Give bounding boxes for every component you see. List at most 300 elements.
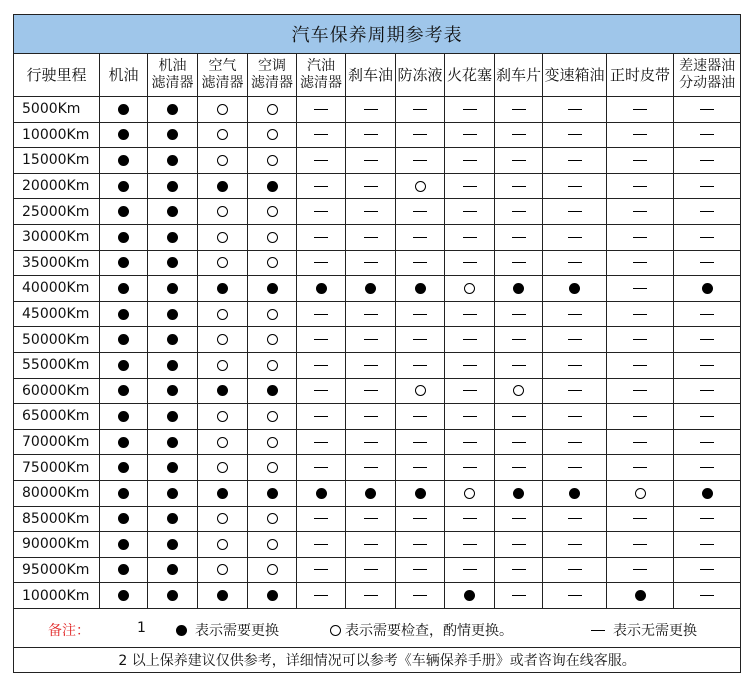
status-cell bbox=[607, 224, 674, 250]
status-cell bbox=[297, 301, 346, 327]
dash-icon bbox=[633, 237, 647, 238]
status-cell bbox=[148, 557, 198, 583]
maintenance-sheet bbox=[13, 14, 740, 673]
status-cell bbox=[396, 557, 445, 583]
full-circle-icon bbox=[217, 385, 228, 396]
status-cell bbox=[445, 148, 495, 174]
hollow-circle-icon bbox=[267, 462, 278, 473]
status-cell bbox=[396, 97, 445, 123]
full-circle-icon bbox=[167, 385, 178, 396]
dash-icon bbox=[364, 595, 378, 596]
dash-icon bbox=[314, 160, 328, 161]
full-circle-icon bbox=[267, 283, 278, 294]
dash-icon bbox=[512, 518, 526, 519]
status-cell bbox=[148, 122, 198, 148]
status-cell bbox=[674, 404, 741, 430]
status-cell bbox=[100, 352, 148, 378]
full-circle-icon bbox=[217, 488, 228, 499]
dash-icon bbox=[413, 314, 427, 315]
status-cell bbox=[543, 148, 607, 174]
header-line: 滤清器 bbox=[151, 75, 194, 91]
header-row bbox=[14, 54, 741, 97]
dash-icon bbox=[700, 262, 714, 263]
dash-icon bbox=[314, 569, 328, 570]
dash-icon bbox=[413, 544, 427, 545]
dash-icon bbox=[364, 569, 378, 570]
dash-icon bbox=[700, 186, 714, 187]
status-cell bbox=[445, 429, 495, 455]
status-cell bbox=[198, 378, 248, 404]
status-cell bbox=[100, 327, 148, 353]
status-cell bbox=[148, 429, 198, 455]
table-row bbox=[14, 250, 741, 276]
status-cell bbox=[148, 404, 198, 430]
status-cell bbox=[100, 404, 148, 430]
status-cell bbox=[543, 199, 607, 225]
status-cell bbox=[346, 480, 396, 506]
dash-icon bbox=[568, 160, 582, 161]
dash-icon bbox=[463, 544, 477, 545]
status-cell bbox=[297, 352, 346, 378]
status-cell bbox=[674, 173, 741, 199]
full-circle-icon bbox=[569, 488, 580, 499]
dash-icon bbox=[413, 569, 427, 570]
legend-check-text: 表示需要检查，酌情更换。 bbox=[345, 622, 513, 639]
status-cell bbox=[346, 506, 396, 532]
full-circle-icon bbox=[316, 488, 327, 499]
table-row bbox=[14, 404, 741, 430]
status-cell bbox=[543, 429, 607, 455]
status-cell bbox=[674, 199, 741, 225]
status-cell bbox=[346, 352, 396, 378]
status-cell bbox=[396, 173, 445, 199]
status-cell bbox=[100, 122, 148, 148]
full-circle-icon bbox=[702, 283, 713, 294]
status-cell bbox=[396, 429, 445, 455]
status-cell bbox=[148, 378, 198, 404]
status-cell bbox=[607, 97, 674, 123]
dash-icon bbox=[633, 160, 647, 161]
status-cell bbox=[674, 327, 741, 353]
header-line: 机油 bbox=[158, 58, 187, 74]
dash-icon bbox=[633, 211, 647, 212]
full-circle-icon bbox=[167, 437, 178, 448]
full-circle-icon bbox=[118, 309, 129, 320]
header-line: 滤清器 bbox=[300, 75, 342, 91]
full-circle-icon bbox=[118, 104, 129, 115]
status-cell bbox=[100, 97, 148, 123]
dash-icon bbox=[512, 314, 526, 315]
dash-icon bbox=[413, 467, 427, 468]
mileage-cell: 65000Km bbox=[14, 404, 100, 430]
dash-icon bbox=[463, 186, 477, 187]
status-cell bbox=[248, 224, 297, 250]
full-circle-icon bbox=[167, 539, 178, 550]
status-cell bbox=[198, 301, 248, 327]
status-cell bbox=[248, 352, 297, 378]
status-cell bbox=[396, 455, 445, 481]
dash-icon bbox=[463, 339, 477, 340]
full-circle-icon bbox=[415, 283, 426, 294]
table-row bbox=[14, 148, 741, 174]
full-circle-icon bbox=[167, 232, 178, 243]
status-cell bbox=[346, 276, 396, 302]
status-cell bbox=[346, 224, 396, 250]
status-cell bbox=[445, 250, 495, 276]
hollow-circle-icon bbox=[217, 206, 228, 217]
hollow-circle-icon bbox=[415, 181, 426, 192]
dash-icon bbox=[314, 314, 328, 315]
dash-icon bbox=[463, 314, 477, 315]
status-cell bbox=[297, 250, 346, 276]
hollow-circle-icon bbox=[267, 437, 278, 448]
mileage-cell: 5000Km bbox=[14, 97, 100, 123]
full-circle-icon bbox=[118, 437, 129, 448]
status-cell bbox=[198, 583, 248, 609]
header-line: 滤清器 bbox=[201, 75, 244, 91]
notes-line bbox=[14, 609, 740, 647]
status-cell bbox=[297, 327, 346, 353]
dash-icon bbox=[700, 237, 714, 238]
table-row bbox=[14, 327, 741, 353]
status-cell bbox=[543, 506, 607, 532]
header-line: 汽油 bbox=[307, 58, 335, 74]
status-cell bbox=[445, 583, 495, 609]
full-circle-icon bbox=[118, 411, 129, 422]
legend-full bbox=[176, 620, 279, 640]
full-circle-icon bbox=[167, 309, 178, 320]
header-line: 火花塞 bbox=[446, 65, 492, 84]
dash-icon bbox=[364, 365, 378, 366]
footnote-text: 2 以上保养建议仅供参考，详细情况可以参考《车辆保养手册》或者咨询在线客服。 bbox=[14, 647, 741, 672]
full-circle-icon bbox=[118, 257, 129, 268]
dash-icon bbox=[633, 288, 647, 289]
status-cell bbox=[346, 148, 396, 174]
dash-icon bbox=[700, 442, 714, 443]
status-cell bbox=[346, 97, 396, 123]
dash-icon bbox=[413, 595, 427, 596]
dash-icon bbox=[700, 134, 714, 135]
status-cell bbox=[198, 352, 248, 378]
dash-icon bbox=[463, 134, 477, 135]
dash-icon bbox=[463, 467, 477, 468]
dash-icon bbox=[633, 186, 647, 187]
dash-icon bbox=[413, 518, 427, 519]
status-cell bbox=[445, 404, 495, 430]
dash-icon bbox=[700, 416, 714, 417]
header-line: 行驶里程 bbox=[26, 65, 87, 84]
table-row bbox=[14, 224, 741, 250]
header-line: 空调 bbox=[258, 58, 286, 74]
status-cell bbox=[674, 122, 741, 148]
status-cell bbox=[346, 583, 396, 609]
dash-icon bbox=[314, 134, 328, 135]
hollow-circle-icon bbox=[217, 104, 228, 115]
dash-icon bbox=[633, 134, 647, 135]
dash-icon bbox=[463, 160, 477, 161]
header-item bbox=[495, 54, 543, 97]
dash-icon bbox=[633, 109, 647, 110]
hollow-circle-icon bbox=[267, 232, 278, 243]
table-row bbox=[14, 378, 741, 404]
status-cell bbox=[100, 250, 148, 276]
full-circle-icon bbox=[167, 411, 178, 422]
dash-icon bbox=[413, 160, 427, 161]
dash-icon bbox=[568, 365, 582, 366]
dash-icon bbox=[512, 237, 526, 238]
legend-none bbox=[591, 620, 697, 640]
status-cell bbox=[198, 480, 248, 506]
status-cell bbox=[346, 532, 396, 558]
status-cell bbox=[495, 506, 543, 532]
status-cell bbox=[445, 506, 495, 532]
table-row bbox=[14, 122, 741, 148]
mileage-cell: 85000Km bbox=[14, 506, 100, 532]
dash-icon bbox=[633, 365, 647, 366]
status-cell bbox=[396, 301, 445, 327]
table-row bbox=[14, 173, 741, 199]
status-cell bbox=[346, 429, 396, 455]
status-cell bbox=[396, 352, 445, 378]
status-cell bbox=[198, 122, 248, 148]
dash-icon bbox=[512, 109, 526, 110]
status-cell bbox=[543, 122, 607, 148]
header-line: 防冻液 bbox=[397, 65, 443, 84]
dash-icon bbox=[314, 595, 328, 596]
dash-icon bbox=[633, 416, 647, 417]
dash-icon bbox=[700, 569, 714, 570]
full-circle-icon bbox=[167, 129, 178, 140]
dash-icon bbox=[314, 416, 328, 417]
full-circle-icon bbox=[118, 155, 129, 166]
dash-icon bbox=[364, 544, 378, 545]
status-cell bbox=[248, 506, 297, 532]
dash-icon bbox=[568, 390, 582, 391]
table-row bbox=[14, 583, 741, 609]
full-circle-icon bbox=[167, 104, 178, 115]
hollow-circle-icon bbox=[217, 334, 228, 345]
status-cell bbox=[543, 352, 607, 378]
status-cell bbox=[297, 455, 346, 481]
status-cell bbox=[198, 404, 248, 430]
dash-icon bbox=[568, 442, 582, 443]
status-cell bbox=[495, 122, 543, 148]
dash-icon bbox=[463, 211, 477, 212]
table-row bbox=[14, 455, 741, 481]
status-cell bbox=[248, 583, 297, 609]
status-cell bbox=[198, 557, 248, 583]
dash-icon bbox=[364, 134, 378, 135]
full-circle-icon bbox=[267, 488, 278, 499]
status-cell bbox=[248, 557, 297, 583]
status-cell bbox=[607, 327, 674, 353]
dash-icon bbox=[463, 390, 477, 391]
dash-icon bbox=[314, 365, 328, 366]
status-cell bbox=[543, 378, 607, 404]
dash-icon bbox=[364, 390, 378, 391]
header-line: 差速器油 bbox=[679, 58, 736, 74]
full-circle-icon bbox=[118, 206, 129, 217]
dash-icon bbox=[568, 186, 582, 187]
status-cell bbox=[445, 327, 495, 353]
status-cell bbox=[100, 429, 148, 455]
status-cell bbox=[148, 352, 198, 378]
status-cell bbox=[248, 455, 297, 481]
status-cell bbox=[248, 97, 297, 123]
mileage-cell: 20000Km bbox=[14, 173, 100, 199]
status-cell bbox=[297, 276, 346, 302]
notes-row bbox=[14, 608, 741, 647]
legend-full-text: 表示需要更换 bbox=[195, 622, 279, 639]
dash-icon bbox=[568, 237, 582, 238]
dash-icon bbox=[463, 416, 477, 417]
status-cell bbox=[248, 276, 297, 302]
status-cell bbox=[495, 480, 543, 506]
legend-check bbox=[330, 620, 513, 640]
status-cell bbox=[297, 122, 346, 148]
dash-icon bbox=[568, 109, 582, 110]
hollow-circle-icon bbox=[415, 385, 426, 396]
full-circle-icon bbox=[167, 181, 178, 192]
status-cell bbox=[543, 455, 607, 481]
full-circle-icon bbox=[118, 232, 129, 243]
status-cell bbox=[100, 148, 148, 174]
status-cell bbox=[346, 557, 396, 583]
table-row bbox=[14, 557, 741, 583]
status-cell bbox=[543, 583, 607, 609]
status-cell bbox=[297, 480, 346, 506]
status-cell bbox=[396, 148, 445, 174]
dash-icon bbox=[413, 109, 427, 110]
status-cell bbox=[543, 532, 607, 558]
header-line: 机油 bbox=[108, 65, 139, 84]
status-cell bbox=[674, 276, 741, 302]
status-cell bbox=[100, 301, 148, 327]
full-circle-icon bbox=[118, 283, 129, 294]
full-circle-icon bbox=[217, 181, 228, 192]
dash-icon bbox=[568, 314, 582, 315]
status-cell bbox=[674, 148, 741, 174]
status-cell bbox=[297, 148, 346, 174]
hollow-circle-icon bbox=[267, 129, 278, 140]
status-cell bbox=[148, 506, 198, 532]
hollow-circle-icon bbox=[330, 625, 341, 636]
dash-icon bbox=[700, 467, 714, 468]
status-cell bbox=[198, 506, 248, 532]
status-cell bbox=[297, 404, 346, 430]
hollow-circle-icon bbox=[635, 488, 646, 499]
status-cell bbox=[495, 301, 543, 327]
full-circle-icon bbox=[118, 181, 129, 192]
hollow-circle-icon bbox=[267, 104, 278, 115]
dash-icon bbox=[568, 569, 582, 570]
dash-icon bbox=[633, 518, 647, 519]
dash-icon bbox=[568, 211, 582, 212]
dash-icon bbox=[568, 544, 582, 545]
mileage-cell: 95000Km bbox=[14, 557, 100, 583]
dash-icon bbox=[364, 339, 378, 340]
dash-icon bbox=[568, 595, 582, 596]
full-circle-icon bbox=[118, 513, 129, 524]
status-cell bbox=[100, 480, 148, 506]
dash-icon bbox=[700, 314, 714, 315]
full-circle-icon bbox=[415, 488, 426, 499]
full-circle-icon bbox=[702, 488, 713, 499]
status-cell bbox=[674, 97, 741, 123]
status-cell bbox=[396, 532, 445, 558]
notes-number-1: 1 bbox=[137, 619, 146, 636]
header-line: 分动器油 bbox=[679, 75, 736, 91]
mileage-cell: 75000Km bbox=[14, 455, 100, 481]
status-cell bbox=[148, 224, 198, 250]
dash-icon bbox=[413, 339, 427, 340]
status-cell bbox=[248, 532, 297, 558]
mileage-cell: 35000Km bbox=[14, 250, 100, 276]
dash-icon bbox=[314, 518, 328, 519]
status-cell bbox=[607, 583, 674, 609]
dash-icon bbox=[568, 134, 582, 135]
status-cell bbox=[607, 301, 674, 327]
status-cell bbox=[100, 173, 148, 199]
status-cell bbox=[198, 532, 248, 558]
notes-cell bbox=[14, 608, 741, 647]
hollow-circle-icon bbox=[217, 564, 228, 575]
full-circle-icon bbox=[118, 539, 129, 550]
status-cell bbox=[297, 378, 346, 404]
status-cell bbox=[396, 122, 445, 148]
dash-icon bbox=[700, 595, 714, 596]
table-body bbox=[14, 97, 741, 609]
status-cell bbox=[148, 583, 198, 609]
status-cell bbox=[396, 480, 445, 506]
dash-icon bbox=[512, 339, 526, 340]
status-cell bbox=[607, 506, 674, 532]
status-cell bbox=[248, 301, 297, 327]
header-item bbox=[148, 54, 198, 97]
hollow-circle-icon bbox=[267, 513, 278, 524]
status-cell bbox=[148, 148, 198, 174]
status-cell bbox=[148, 250, 198, 276]
status-cell bbox=[495, 97, 543, 123]
header-item bbox=[543, 54, 607, 97]
title-row bbox=[14, 15, 741, 54]
dash-icon bbox=[700, 109, 714, 110]
status-cell bbox=[198, 173, 248, 199]
header-item bbox=[396, 54, 445, 97]
status-cell bbox=[495, 378, 543, 404]
notes-label: 备注： bbox=[48, 622, 90, 639]
mileage-cell: 55000Km bbox=[14, 352, 100, 378]
dash-icon bbox=[364, 237, 378, 238]
hollow-circle-icon bbox=[217, 129, 228, 140]
status-cell bbox=[495, 532, 543, 558]
header-line: 空气 bbox=[208, 58, 237, 74]
status-cell bbox=[198, 97, 248, 123]
status-cell bbox=[248, 429, 297, 455]
header-item bbox=[100, 54, 148, 97]
status-cell bbox=[445, 224, 495, 250]
header-item bbox=[607, 54, 674, 97]
status-cell bbox=[346, 404, 396, 430]
dash-icon bbox=[413, 134, 427, 135]
dash-icon bbox=[463, 109, 477, 110]
status-cell bbox=[297, 583, 346, 609]
dash-icon bbox=[314, 467, 328, 468]
full-circle-icon bbox=[167, 206, 178, 217]
status-cell bbox=[674, 429, 741, 455]
status-cell bbox=[148, 532, 198, 558]
status-cell bbox=[346, 378, 396, 404]
